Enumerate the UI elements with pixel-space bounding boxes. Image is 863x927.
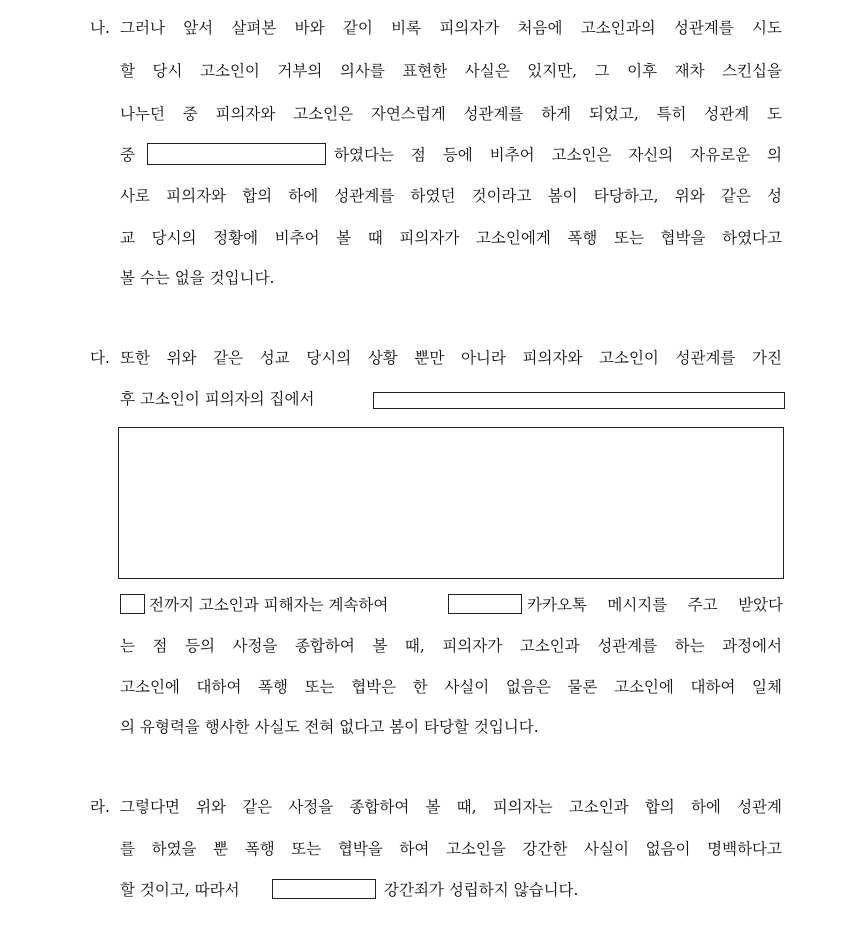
section-na-line-1: 그러나 앞서 살펴본 바와 같이 비록 피의자가 처음에 고소인과의 성관계를 시도 <box>120 19 782 37</box>
redacted-box <box>373 392 785 409</box>
redacted-box <box>147 143 326 165</box>
section-marker-da: 다. <box>90 349 110 367</box>
section-ra-line-2: 를 하였을 뿐 폭행 또는 협박을 하여 고소인을 강간한 사실이 없음이 명백하다고 <box>120 840 782 858</box>
section-marker-ra: 라. <box>90 798 110 816</box>
section-da-line-6: 의 유형력을 행사한 사실도 전혀 없다고 봄이 타당할 것입니다. <box>120 718 539 736</box>
section-da-line-4: 는 점 등의 사정을 종합하여 볼 때, 피의자가 고소인과 성관계를 하는 과정에서 <box>120 637 782 655</box>
section-marker-na: 나. <box>90 19 110 37</box>
section-na-line-7: 볼 수는 없을 것입니다. <box>120 269 275 287</box>
section-da-line-3-end: 카카오톡 메시지를 주고 받았다 <box>527 596 783 614</box>
redacted-box <box>272 879 376 899</box>
redacted-box <box>120 594 145 614</box>
section-da-line-1: 또한 위와 같은 성교 당시의 상황 뿐만 아니라 피의자와 고소인이 성관계를 가진 <box>120 349 782 367</box>
section-na-line-4-start: 중 <box>120 146 135 164</box>
section-da-line-5: 고소인에 대하여 폭행 또는 협박은 한 사실이 없음은 물론 고소인에 대하여 일체 <box>120 678 782 696</box>
section-na-line-4-end: 하였다는 점 등에 비추어 고소인은 자신의 자유로운 의 <box>334 146 782 164</box>
section-ra-line-1: 그렇다면 위와 같은 사정을 종합하여 볼 때, 피의자는 고소인과 합의 하에 성관계 <box>120 798 782 816</box>
section-ra-line-3-start: 할 것이고, 따라서 <box>120 881 240 899</box>
redacted-block <box>118 427 784 579</box>
section-da-line-2: 후 고소인이 피의자의 집에서 <box>120 390 315 408</box>
section-na-line-3: 나누던 중 피의자와 고소인은 자연스럽게 성관계를 하게 되었고, 특히 성관계 도 <box>120 105 782 123</box>
section-da-line-3-start: 전까지 고소인과 피해자는 계속하여 <box>149 596 389 614</box>
section-na-line-5: 사로 피의자와 합의 하에 성관계를 하였던 것이라고 봄이 타당하고, 위와 같은 성 <box>120 187 782 205</box>
section-na-line-6: 교 당시의 정황에 비추어 볼 때 피의자가 고소인에게 폭행 또는 협박을 하였다고 <box>120 229 782 247</box>
redacted-box <box>448 594 522 614</box>
section-na-line-2: 할 당시 고소인이 거부의 의사를 표현한 사실은 있지만, 그 이후 재차 스킨십을 <box>120 62 782 80</box>
section-ra-line-3-end: 강간죄가 성립하지 않습니다. <box>384 881 579 899</box>
